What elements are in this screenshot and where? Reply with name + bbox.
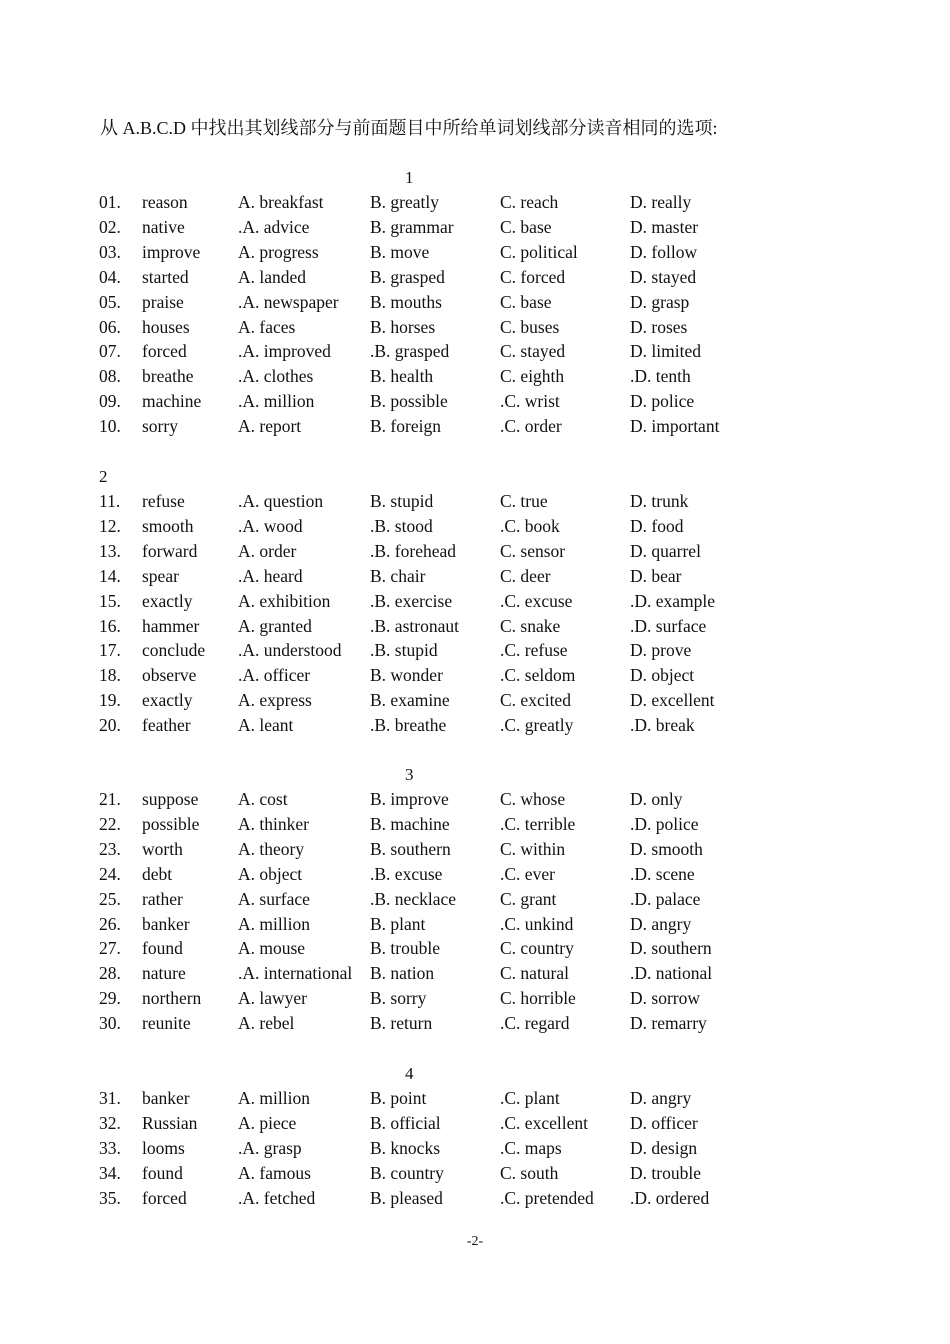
question-number: 04. bbox=[99, 266, 121, 287]
question-row bbox=[0, 416, 950, 440]
option-c[interactable]: C. south bbox=[500, 1162, 559, 1183]
question-number: 09. bbox=[99, 391, 121, 412]
question-word: nature bbox=[142, 963, 186, 984]
option-a[interactable]: A. million bbox=[238, 913, 310, 934]
option-a[interactable]: A. faces bbox=[238, 316, 296, 337]
question-word: refuse bbox=[142, 491, 185, 511]
question-row bbox=[0, 665, 950, 689]
option-d[interactable]: D. quarrel bbox=[630, 540, 701, 561]
question-row bbox=[0, 988, 950, 1012]
option-c[interactable]: C. base bbox=[500, 291, 552, 312]
option-a[interactable]: A. order bbox=[238, 540, 297, 561]
option-a[interactable]: A. famous bbox=[238, 1162, 311, 1183]
question-number: 05. bbox=[99, 291, 121, 312]
question-word: forward bbox=[142, 540, 198, 561]
option-d[interactable]: D. object bbox=[630, 665, 695, 686]
question-word: exactly bbox=[142, 590, 193, 611]
question-row bbox=[0, 391, 950, 415]
option-b[interactable]: B. pleased bbox=[370, 1187, 443, 1208]
question-word: found bbox=[142, 938, 183, 959]
question-row bbox=[0, 616, 950, 640]
option-c[interactable]: .C. terrible bbox=[500, 813, 576, 834]
option-a[interactable]: A. lawyer bbox=[238, 988, 308, 1009]
question-number: 24. bbox=[99, 863, 121, 884]
question-row bbox=[0, 317, 950, 341]
question-word: worth bbox=[142, 838, 183, 859]
option-b[interactable]: B. move bbox=[370, 241, 430, 262]
question-number: 16. bbox=[99, 615, 121, 636]
option-c[interactable]: .C. refuse bbox=[500, 640, 568, 661]
option-a[interactable]: A. landed bbox=[238, 266, 307, 287]
option-a[interactable]: .A. million bbox=[238, 391, 315, 412]
question-word: forced bbox=[142, 341, 187, 362]
option-c[interactable]: C. base bbox=[500, 216, 552, 237]
question-word: rather bbox=[142, 888, 183, 909]
option-c[interactable]: C. political bbox=[500, 241, 578, 262]
option-a[interactable]: A. surface bbox=[238, 888, 310, 909]
question-word: exactly bbox=[142, 690, 193, 711]
question-number: 18. bbox=[99, 665, 121, 686]
question-row bbox=[0, 839, 950, 863]
option-d[interactable]: D. food bbox=[630, 515, 684, 536]
option-d[interactable]: D. important bbox=[630, 416, 720, 437]
option-c[interactable]: C. sensor bbox=[500, 540, 566, 561]
option-b[interactable]: B. stupid bbox=[370, 491, 434, 511]
question-number: 32. bbox=[99, 1112, 121, 1133]
option-d[interactable]: D. police bbox=[630, 391, 695, 412]
option-b[interactable]: B. machine bbox=[370, 813, 450, 834]
question-row bbox=[0, 814, 950, 838]
option-c[interactable]: C. whose bbox=[500, 789, 566, 809]
option-b[interactable]: .B. grasped bbox=[370, 341, 450, 362]
option-c[interactable]: C. reach bbox=[500, 192, 559, 212]
question-word: houses bbox=[142, 316, 190, 337]
question-row bbox=[0, 1013, 950, 1037]
question-row bbox=[0, 889, 950, 913]
question-word: Russian bbox=[142, 1112, 198, 1133]
option-b[interactable]: .B. stood bbox=[370, 515, 433, 536]
option-b[interactable]: B. official bbox=[370, 1112, 441, 1133]
option-c[interactable]: .C. plant bbox=[500, 1088, 560, 1108]
question-row bbox=[0, 192, 950, 216]
option-b[interactable]: B. greatly bbox=[370, 192, 440, 212]
option-b[interactable]: B. point bbox=[370, 1088, 427, 1108]
option-a[interactable]: A. cost bbox=[238, 789, 288, 809]
question-row bbox=[0, 366, 950, 390]
option-c[interactable]: .C. ever bbox=[500, 863, 555, 884]
option-b[interactable]: .B. excuse bbox=[370, 863, 443, 884]
question-word: breathe bbox=[142, 366, 194, 387]
option-b[interactable]: B. health bbox=[370, 366, 434, 387]
option-d[interactable]: .D. police bbox=[630, 813, 699, 834]
option-a[interactable]: A. granted bbox=[238, 615, 312, 636]
option-b[interactable]: B. grasped bbox=[370, 266, 445, 287]
option-d[interactable]: D. trouble bbox=[630, 1162, 701, 1183]
question-word: started bbox=[142, 266, 189, 287]
question-word: conclude bbox=[142, 640, 206, 661]
question-row bbox=[0, 566, 950, 590]
question-number: 23. bbox=[99, 838, 121, 859]
option-a[interactable]: A. breakfast bbox=[238, 192, 324, 212]
option-c[interactable]: C. buses bbox=[500, 316, 560, 337]
option-d[interactable]: D. trunk bbox=[630, 491, 689, 511]
option-c[interactable]: .C. greatly bbox=[500, 715, 574, 736]
question-word: suppose bbox=[142, 789, 199, 809]
question-row bbox=[0, 242, 950, 266]
option-a[interactable]: .A. grasp bbox=[238, 1137, 302, 1158]
question-row bbox=[0, 1113, 950, 1137]
question-number: 03. bbox=[99, 241, 121, 262]
option-a[interactable]: .A. officer bbox=[238, 665, 311, 686]
option-a[interactable]: A. thinker bbox=[238, 813, 309, 834]
option-b[interactable]: B. horses bbox=[370, 316, 436, 337]
question-number: 14. bbox=[99, 565, 121, 586]
option-c[interactable]: C. within bbox=[500, 838, 566, 859]
option-d[interactable]: D. roses bbox=[630, 316, 688, 337]
option-b[interactable]: B. southern bbox=[370, 838, 451, 859]
question-word: feather bbox=[142, 715, 191, 736]
instruction-heading: 从 A.B.C.D 中找出其划线部分与前面题目中所给单词划线部分读音相同的选项: bbox=[100, 118, 718, 138]
question-number: 28. bbox=[99, 963, 121, 984]
option-b[interactable]: B. trouble bbox=[370, 938, 440, 959]
option-d[interactable]: D. prove bbox=[630, 640, 692, 661]
option-b[interactable]: B. improve bbox=[370, 789, 449, 809]
option-d[interactable]: .D. scene bbox=[630, 863, 695, 884]
option-c[interactable]: .C. excellent bbox=[500, 1112, 588, 1133]
question-number: 11. bbox=[99, 491, 121, 511]
option-c[interactable]: .C. unkind bbox=[500, 913, 574, 934]
option-c[interactable]: C. deer bbox=[500, 565, 551, 586]
option-c[interactable]: C. excited bbox=[500, 690, 571, 711]
option-a[interactable]: .A. fetched bbox=[238, 1187, 316, 1208]
question-row bbox=[0, 1138, 950, 1162]
option-d[interactable]: .D. ordered bbox=[630, 1187, 710, 1208]
option-d[interactable]: D. really bbox=[630, 192, 692, 212]
question-row bbox=[0, 1088, 950, 1112]
option-b[interactable]: .B. breathe bbox=[370, 715, 447, 736]
question-number: 30. bbox=[99, 1013, 121, 1034]
option-b[interactable]: B. possible bbox=[370, 391, 448, 412]
question-number: 01. bbox=[99, 192, 121, 212]
option-a[interactable]: .A. advice bbox=[238, 216, 310, 237]
option-d[interactable]: D. officer bbox=[630, 1112, 698, 1133]
option-a[interactable]: .A. improved bbox=[238, 341, 331, 362]
option-b[interactable]: B. return bbox=[370, 1013, 433, 1034]
option-d[interactable]: .D. national bbox=[630, 963, 713, 984]
option-c[interactable]: .C. pretended bbox=[500, 1187, 594, 1208]
section-label: 2 bbox=[99, 467, 108, 486]
question-word: native bbox=[142, 216, 185, 237]
option-d[interactable]: D. grasp bbox=[630, 291, 690, 312]
question-number: 22. bbox=[99, 813, 121, 834]
option-d[interactable]: D. angry bbox=[630, 1088, 692, 1108]
question-word: observe bbox=[142, 665, 197, 686]
option-c[interactable]: .C. maps bbox=[500, 1137, 562, 1158]
option-b[interactable]: B. chair bbox=[370, 565, 426, 586]
question-number: 06. bbox=[99, 316, 121, 337]
question-number: 15. bbox=[99, 590, 121, 611]
option-d[interactable]: D. sorrow bbox=[630, 988, 700, 1009]
option-d[interactable]: D. only bbox=[630, 789, 683, 809]
question-row bbox=[0, 341, 950, 365]
question-word: spear bbox=[142, 565, 179, 586]
question-number: 08. bbox=[99, 366, 121, 387]
option-b[interactable]: B. sorry bbox=[370, 988, 427, 1009]
option-a[interactable]: A. mouse bbox=[238, 938, 306, 959]
option-b[interactable]: B. mouths bbox=[370, 291, 442, 312]
option-b[interactable]: .B. exercise bbox=[370, 590, 453, 611]
option-a[interactable]: .A. clothes bbox=[238, 366, 314, 387]
option-c[interactable]: C. true bbox=[500, 491, 548, 511]
option-d[interactable]: D. southern bbox=[630, 938, 712, 959]
option-b[interactable]: .B. astronaut bbox=[370, 615, 459, 636]
option-b[interactable]: B. plant bbox=[370, 913, 426, 934]
question-word: possible bbox=[142, 813, 200, 834]
option-a[interactable]: A. million bbox=[238, 1088, 310, 1108]
option-b[interactable]: .B. forehead bbox=[370, 540, 457, 561]
question-number: 02. bbox=[99, 216, 121, 237]
question-row bbox=[0, 1188, 950, 1212]
question-number: 26. bbox=[99, 913, 121, 934]
option-c[interactable]: C. eighth bbox=[500, 366, 565, 387]
question-row bbox=[0, 864, 950, 888]
option-d[interactable]: D. follow bbox=[630, 241, 698, 262]
question-row bbox=[0, 516, 950, 540]
option-b[interactable]: B. foreign bbox=[370, 416, 441, 437]
option-a[interactable]: .A. understood bbox=[238, 640, 342, 661]
question-word: smooth bbox=[142, 515, 194, 536]
question-number: 17. bbox=[99, 640, 121, 661]
question-word: machine bbox=[142, 391, 202, 412]
option-a[interactable]: A. rebel bbox=[238, 1013, 295, 1034]
question-number: 20. bbox=[99, 715, 121, 736]
question-word: looms bbox=[142, 1137, 185, 1158]
option-d[interactable]: D. design bbox=[630, 1137, 698, 1158]
option-b[interactable]: B. nation bbox=[370, 963, 435, 984]
option-c[interactable]: .C. order bbox=[500, 416, 562, 437]
question-word: banker bbox=[142, 913, 190, 934]
option-a[interactable]: A. progress bbox=[238, 241, 319, 262]
option-d[interactable]: .D. example bbox=[630, 590, 716, 611]
option-d[interactable]: .D. break bbox=[630, 715, 695, 736]
option-a[interactable]: A. exhibition bbox=[238, 590, 331, 611]
option-c[interactable]: .C. book bbox=[500, 515, 560, 536]
option-c[interactable]: C. grant bbox=[500, 888, 557, 909]
option-c[interactable]: C. horrible bbox=[500, 988, 576, 1009]
question-row bbox=[0, 292, 950, 316]
option-a[interactable]: A. report bbox=[238, 416, 302, 437]
option-b[interactable]: B. grammar bbox=[370, 216, 454, 237]
section-label: 3 bbox=[405, 765, 414, 784]
option-b[interactable]: .B. stupid bbox=[370, 640, 438, 661]
option-b[interactable]: .B. necklace bbox=[370, 888, 456, 909]
option-c[interactable]: .C. regard bbox=[500, 1013, 570, 1034]
question-number: 13. bbox=[99, 540, 121, 561]
option-a[interactable]: A. object bbox=[238, 863, 303, 884]
question-number: 27. bbox=[99, 938, 121, 959]
question-word: found bbox=[142, 1162, 183, 1183]
question-row bbox=[0, 938, 950, 962]
question-row bbox=[0, 591, 950, 615]
option-a[interactable]: .A. heard bbox=[238, 565, 303, 586]
option-d[interactable]: .D. tenth bbox=[630, 366, 691, 387]
option-c[interactable]: C. snake bbox=[500, 615, 561, 636]
question-row bbox=[0, 217, 950, 241]
question-number: 33. bbox=[99, 1137, 121, 1158]
question-number: 35. bbox=[99, 1187, 121, 1208]
option-c[interactable]: .C. wrist bbox=[500, 391, 560, 412]
option-a[interactable]: A. express bbox=[238, 690, 312, 711]
question-word: sorry bbox=[142, 416, 178, 437]
option-a[interactable]: A. leant bbox=[238, 715, 294, 736]
option-a[interactable]: .A. wood bbox=[238, 515, 303, 536]
option-c[interactable]: .C. seldom bbox=[500, 665, 576, 686]
option-d[interactable]: D. bear bbox=[630, 565, 682, 586]
question-word: reunite bbox=[142, 1013, 191, 1034]
question-row bbox=[0, 541, 950, 565]
option-d[interactable]: .D. surface bbox=[630, 615, 707, 636]
question-word: hammer bbox=[142, 615, 200, 636]
question-number: 19. bbox=[99, 690, 121, 711]
question-number: 12. bbox=[99, 515, 121, 536]
option-a[interactable]: .A. newspaper bbox=[238, 291, 339, 312]
question-word: improve bbox=[142, 241, 201, 262]
question-word: praise bbox=[142, 291, 184, 312]
question-row bbox=[0, 1163, 950, 1187]
option-b[interactable]: B. country bbox=[370, 1162, 444, 1183]
question-row bbox=[0, 690, 950, 714]
option-d[interactable]: D. excellent bbox=[630, 690, 715, 711]
question-number: 07. bbox=[99, 341, 121, 362]
option-d[interactable]: D. stayed bbox=[630, 266, 697, 287]
question-row bbox=[0, 789, 950, 813]
question-number: 34. bbox=[99, 1162, 121, 1183]
question-number: 25. bbox=[99, 888, 121, 909]
option-b[interactable]: B. knocks bbox=[370, 1137, 440, 1158]
question-number: 29. bbox=[99, 988, 121, 1009]
option-c[interactable]: C. stayed bbox=[500, 341, 566, 362]
question-row bbox=[0, 963, 950, 987]
question-number: 31. bbox=[99, 1088, 121, 1108]
section-label: 4 bbox=[405, 1064, 414, 1083]
option-d[interactable]: D. limited bbox=[630, 341, 701, 362]
question-row bbox=[0, 640, 950, 664]
question-row bbox=[0, 491, 950, 515]
question-row bbox=[0, 267, 950, 291]
option-c[interactable]: C. natural bbox=[500, 963, 570, 984]
option-d[interactable]: .D. palace bbox=[630, 888, 701, 909]
option-c[interactable]: .C. excuse bbox=[500, 590, 573, 611]
option-b[interactable]: B. wonder bbox=[370, 665, 443, 686]
option-c[interactable]: C. forced bbox=[500, 266, 566, 287]
option-d[interactable]: D. angry bbox=[630, 913, 692, 934]
option-d[interactable]: D. master bbox=[630, 216, 699, 237]
question-word: debt bbox=[142, 863, 173, 884]
question-word: banker bbox=[142, 1088, 190, 1108]
option-c[interactable]: C. country bbox=[500, 938, 574, 959]
option-d[interactable]: D. remarry bbox=[630, 1013, 707, 1034]
section-label: 1 bbox=[405, 168, 414, 187]
option-d[interactable]: D. smooth bbox=[630, 838, 703, 859]
option-a[interactable]: .A. question bbox=[238, 491, 324, 511]
option-b[interactable]: B. examine bbox=[370, 690, 450, 711]
question-word: forced bbox=[142, 1187, 187, 1208]
question-row bbox=[0, 715, 950, 739]
page-number: -2- bbox=[466, 1234, 484, 1249]
option-a[interactable]: A. piece bbox=[238, 1112, 297, 1133]
question-number: 21. bbox=[99, 789, 121, 809]
option-a[interactable]: .A. international bbox=[238, 963, 353, 984]
option-a[interactable]: A. theory bbox=[238, 838, 305, 859]
question-word: northern bbox=[142, 988, 202, 1009]
question-word: reason bbox=[142, 192, 188, 212]
question-number: 10. bbox=[99, 416, 121, 437]
question-row bbox=[0, 914, 950, 938]
